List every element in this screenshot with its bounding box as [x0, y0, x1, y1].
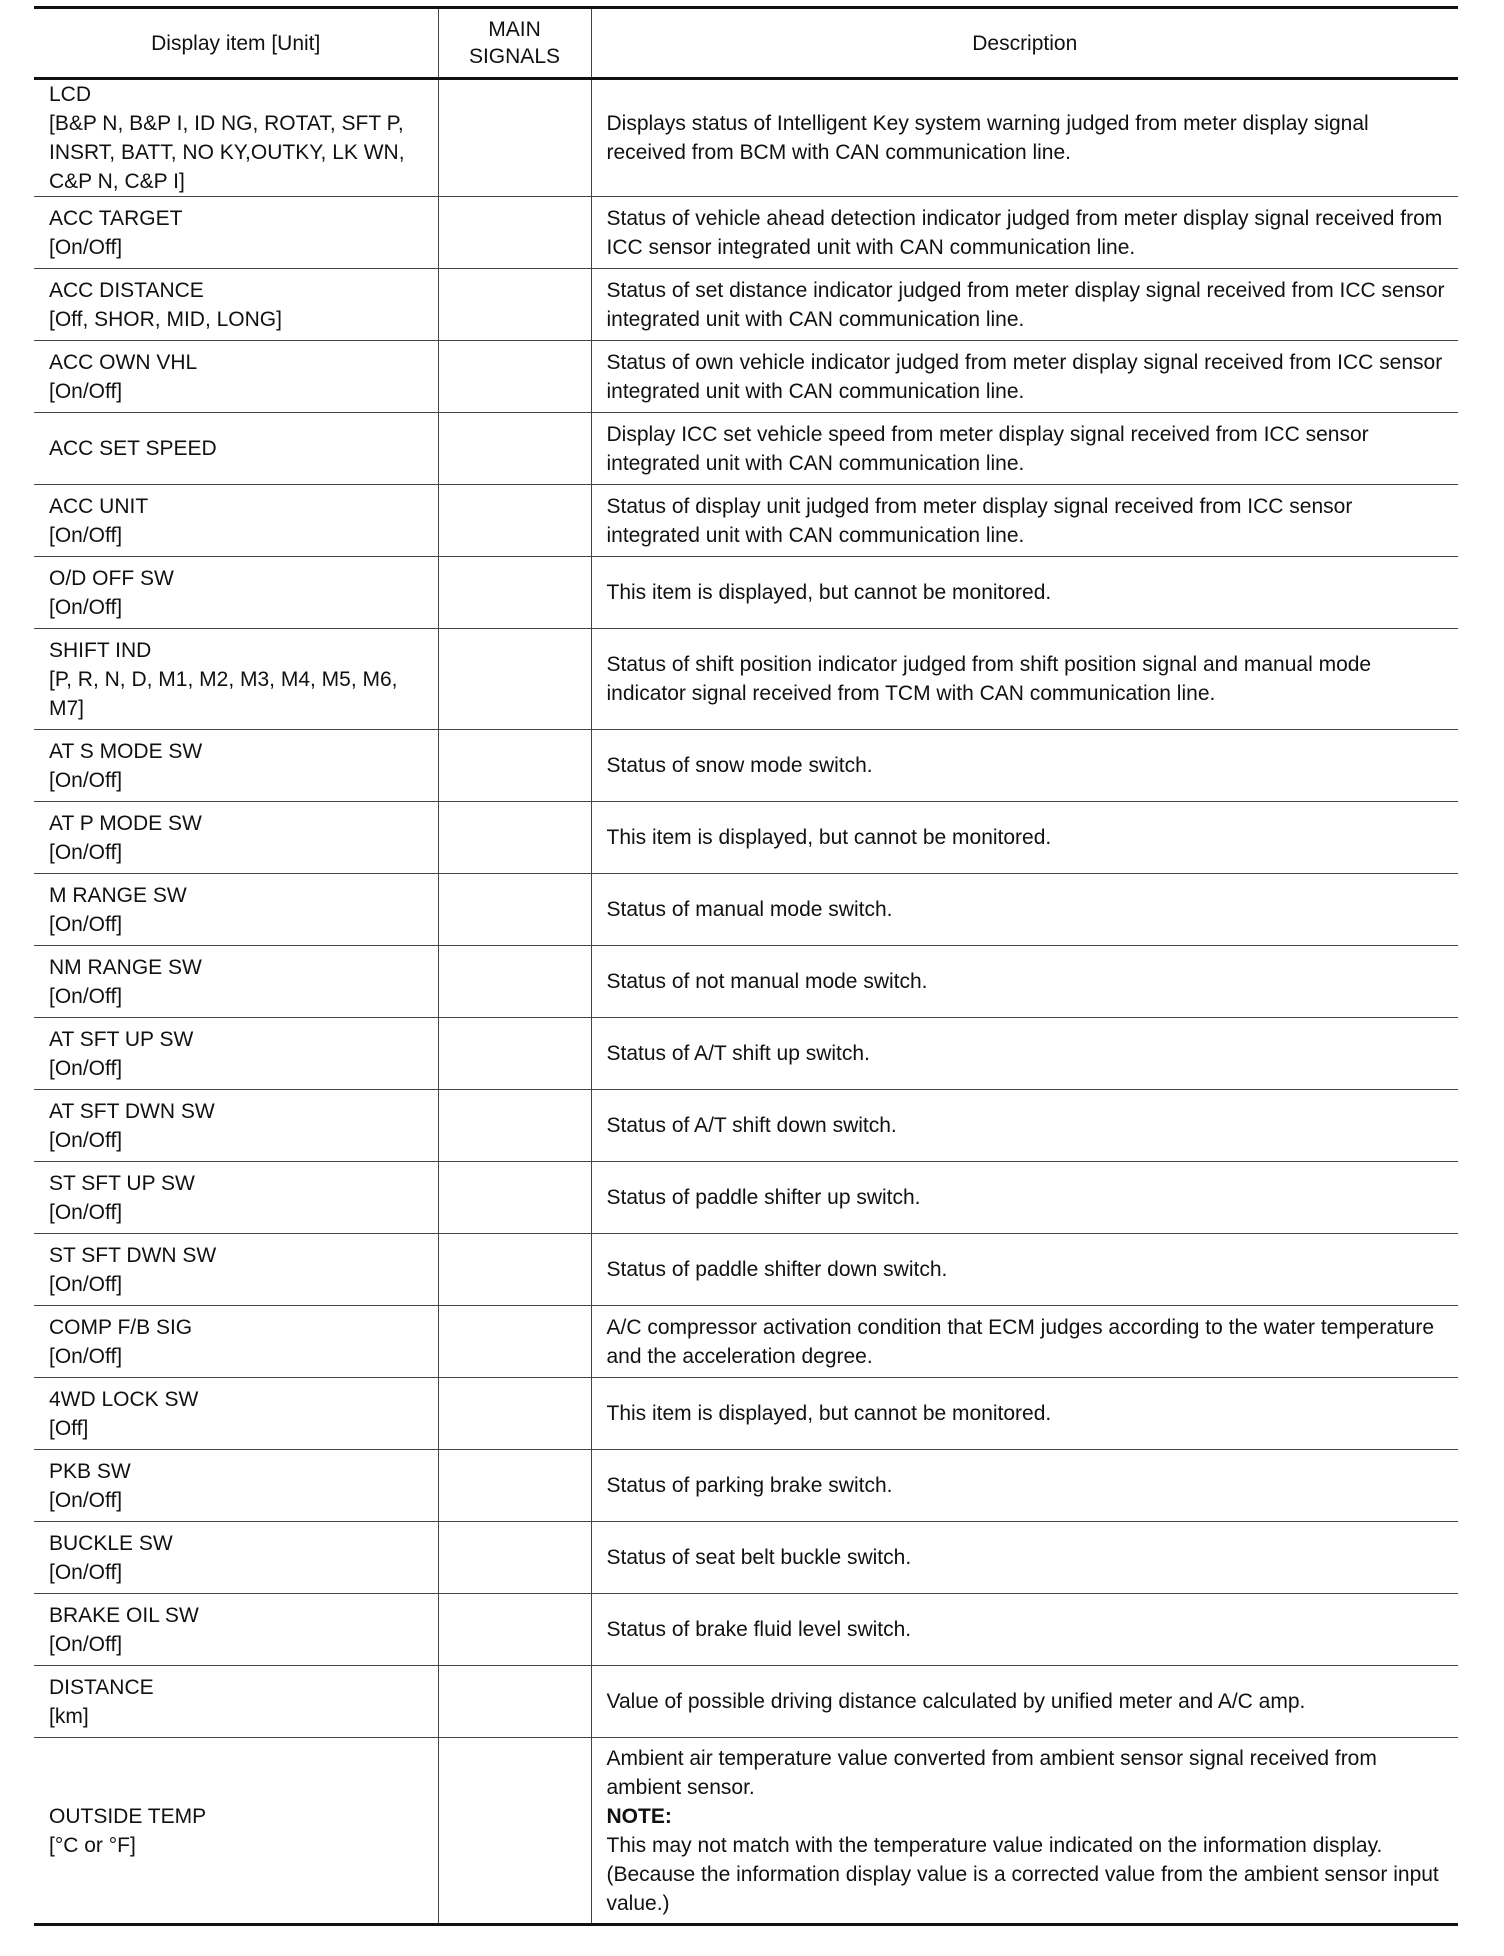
- description-cell: [591, 1450, 1458, 1522]
- item-description: This item is displayed, but cannot be monitored.: [606, 581, 1052, 604]
- table-row: [34, 874, 1458, 946]
- description-cell: [591, 802, 1458, 874]
- data-monitor-table: [34, 6, 1458, 1926]
- item-unit: [On/Off]: [49, 1272, 123, 1296]
- item-unit: [On/Off]: [49, 235, 123, 259]
- item-description: Status of shift position indicator judged from shift position signal and manual mode indicator signal received from TCM with CAN communication line.: [606, 653, 1372, 705]
- display-item-cell: [34, 341, 438, 413]
- description-cell: [591, 197, 1458, 269]
- table-row: [34, 1162, 1458, 1234]
- item-description: Status of vehicle ahead detection indicator judged from meter display signal received from ICC sensor integrated unit with CAN communication line.: [606, 206, 1443, 259]
- item-name: ACC DISTANCE: [49, 278, 204, 302]
- description-cell: [591, 341, 1458, 413]
- description-cell: [591, 730, 1458, 802]
- table-row: [34, 802, 1458, 874]
- description-cell: [591, 946, 1458, 1018]
- main-signals-cell: [438, 730, 591, 802]
- item-unit: [On/Off]: [49, 1056, 123, 1080]
- display-item-cell: [34, 946, 438, 1018]
- table-row: [34, 1738, 1458, 1925]
- display-item-cell: [34, 1522, 438, 1594]
- item-unit: [On/Off]: [49, 768, 123, 792]
- display-item-cell: [34, 557, 438, 629]
- table-row: [34, 1378, 1458, 1450]
- description-cell: [591, 485, 1458, 557]
- item-description: Status of paddle shifter up switch.: [606, 1186, 921, 1209]
- table-row: [34, 197, 1458, 269]
- main-signals-cell: [438, 1234, 591, 1306]
- main-signals-cell: [438, 557, 591, 629]
- item-description: Status of paddle shifter down switch.: [606, 1258, 948, 1281]
- item-name: AT P MODE SW: [49, 811, 202, 835]
- item-name: AT SFT DWN SW: [49, 1099, 215, 1123]
- header-main-signals: [438, 8, 591, 79]
- display-item-cell: [34, 1162, 438, 1234]
- display-item-cell: [34, 79, 438, 197]
- item-description: Status of snow mode switch.: [606, 754, 873, 777]
- item-name: OUTSIDE TEMP: [49, 1804, 207, 1828]
- main-signals-cell: [438, 946, 591, 1018]
- item-name: NM RANGE SW: [49, 955, 202, 979]
- display-item-cell: [34, 1738, 438, 1925]
- description-cell: [591, 1738, 1458, 1925]
- item-unit: [P, R, N, D, M1, M2, M3, M4, M5, M6, M7]: [49, 667, 398, 720]
- item-name: ST SFT UP SW: [49, 1171, 195, 1195]
- note-text: This may not match with the temperature value indicated on the information display. (Because the information display value is a corrected value from the ambient sensor input value.): [606, 1833, 1439, 1915]
- table-row: [34, 1018, 1458, 1090]
- display-item-cell: [34, 1090, 438, 1162]
- main-signals-cell: [438, 485, 591, 557]
- item-description: This item is displayed, but cannot be monitored.: [606, 1402, 1052, 1425]
- display-item-cell: [34, 1018, 438, 1090]
- item-name: DISTANCE: [49, 1675, 154, 1699]
- header-display-item: Display item [Unit]: [151, 31, 321, 55]
- main-signals-cell: [438, 341, 591, 413]
- main-signals-cell: [438, 1666, 591, 1738]
- item-unit: [On/Off]: [49, 840, 123, 864]
- table-row: [34, 1090, 1458, 1162]
- table-row: [34, 79, 1458, 197]
- main-signals-cell: [438, 1378, 591, 1450]
- display-item-cell: [34, 1666, 438, 1738]
- description-cell: [591, 269, 1458, 341]
- description-cell: [591, 1090, 1458, 1162]
- item-description: Value of possible driving distance calculated by unified meter and A/C amp.: [606, 1690, 1306, 1713]
- main-signals-cell: [438, 1738, 591, 1925]
- description-cell: [591, 1234, 1458, 1306]
- item-unit: [On/Off]: [49, 1488, 123, 1512]
- main-signals-cell: [438, 79, 591, 197]
- item-description: Status of brake fluid level switch.: [606, 1618, 912, 1641]
- description-cell: [591, 874, 1458, 946]
- item-name: AT S MODE SW: [49, 739, 203, 763]
- display-item-cell: [34, 197, 438, 269]
- item-description: Status of A/T shift down switch.: [606, 1114, 897, 1137]
- item-name: ACC OWN VHL: [49, 350, 198, 374]
- description-cell: [591, 1018, 1458, 1090]
- description-cell: [591, 1522, 1458, 1594]
- item-name: M RANGE SW: [49, 883, 187, 907]
- display-item-cell: [34, 1378, 438, 1450]
- main-signals-cell: [438, 1306, 591, 1378]
- display-item-cell: [34, 1306, 438, 1378]
- display-item-cell: [34, 1450, 438, 1522]
- description-cell: [591, 1594, 1458, 1666]
- description-cell: [591, 629, 1458, 730]
- item-description: Status of A/T shift up switch.: [606, 1042, 870, 1065]
- item-unit: [On/Off]: [49, 1200, 123, 1224]
- item-unit: [On/Off]: [49, 379, 123, 403]
- item-name: ACC UNIT: [49, 494, 149, 518]
- item-description: Status of own vehicle indicator judged from meter display signal received from ICC sensor integrated unit with CAN communication line.: [606, 350, 1443, 403]
- item-unit: [On/Off]: [49, 1560, 123, 1584]
- table-row: [34, 1594, 1458, 1666]
- item-description: Displays status of Intelligent Key system warning judged from meter display signal received from BCM with CAN communication line.: [606, 112, 1369, 164]
- header-main-signals-line2: SIGNALS: [468, 45, 561, 68]
- item-unit: [On/Off]: [49, 1128, 123, 1152]
- item-unit: [B&P N, B&P I, ID NG, ROTAT, SFT P, INSRT, BATT, NO KY,OUTKY, LK WN, C&P N, C&P I]: [49, 112, 405, 193]
- item-name: BRAKE OIL SW: [49, 1603, 199, 1627]
- note-label: NOTE:: [606, 1804, 672, 1828]
- item-unit: [On/Off]: [49, 1344, 123, 1368]
- item-unit: [On/Off]: [49, 912, 123, 936]
- table-row: [34, 1234, 1458, 1306]
- display-item-cell: [34, 485, 438, 557]
- table-row: [34, 629, 1458, 730]
- item-unit: [On/Off]: [49, 595, 123, 619]
- item-description: Display ICC set vehicle speed from meter display signal received from ICC sensor integrated unit with CAN communication line.: [606, 422, 1369, 475]
- item-unit: [Off, SHOR, MID, LONG]: [49, 307, 282, 331]
- table-row: [34, 269, 1458, 341]
- table-row: [34, 1450, 1458, 1522]
- item-name: O/D OFF SW: [49, 566, 174, 590]
- item-description: Status of not manual mode switch.: [606, 970, 928, 993]
- item-description: Status of set distance indicator judged from meter display signal received from ICC sensor integrated unit with CAN communication line.: [606, 278, 1445, 331]
- header-main-signals-line1: MAIN: [488, 18, 541, 41]
- description-cell: [591, 413, 1458, 485]
- main-signals-cell: [438, 1594, 591, 1666]
- item-name: AT SFT UP SW: [49, 1027, 194, 1051]
- table-row: [34, 341, 1458, 413]
- main-signals-cell: [438, 1018, 591, 1090]
- item-description: Ambient air temperature value converted from ambient sensor signal received from ambient sensor.: [606, 1746, 1377, 1799]
- item-unit: [°C or °F]: [49, 1833, 136, 1857]
- item-name: COMP F/B SIG: [49, 1315, 193, 1339]
- table-row: [34, 485, 1458, 557]
- item-name: LCD: [49, 83, 92, 106]
- item-description: Status of seat belt buckle switch.: [606, 1546, 912, 1569]
- item-name: PKB SW: [49, 1459, 131, 1483]
- main-signals-cell: [438, 413, 591, 485]
- item-name: ST SFT DWN SW: [49, 1243, 217, 1267]
- description-cell: [591, 1666, 1458, 1738]
- main-signals-cell: [438, 1162, 591, 1234]
- main-signals-cell: [438, 874, 591, 946]
- display-item-cell: [34, 874, 438, 946]
- main-signals-cell: [438, 629, 591, 730]
- main-signals-cell: [438, 197, 591, 269]
- display-item-cell: [34, 269, 438, 341]
- table-row: [34, 413, 1458, 485]
- header-row: [34, 8, 1458, 79]
- display-item-cell: [34, 413, 438, 485]
- item-name: SHIFT IND: [49, 638, 152, 662]
- item-description: A/C compressor activation condition that ECM judges according to the water temperature and the acceleration degree.: [606, 1315, 1435, 1368]
- display-item-cell: [34, 802, 438, 874]
- main-signals-cell: [438, 1450, 591, 1522]
- table-row: [34, 557, 1458, 629]
- item-description: Status of manual mode switch.: [606, 898, 893, 921]
- table-row: [34, 1306, 1458, 1378]
- table-row: [34, 946, 1458, 1018]
- item-description: Status of parking brake switch.: [606, 1474, 893, 1497]
- item-name: ACC SET SPEED: [49, 437, 217, 460]
- item-name: ACC TARGET: [49, 206, 183, 230]
- table-row: [34, 1666, 1458, 1738]
- main-signals-cell: [438, 1522, 591, 1594]
- item-description: This item is displayed, but cannot be monitored.: [606, 826, 1052, 849]
- item-description: Status of display unit judged from meter display signal received from ICC sensor integrated unit with CAN communication line.: [606, 494, 1353, 547]
- item-unit: [On/Off]: [49, 1632, 123, 1656]
- display-item-cell: [34, 730, 438, 802]
- item-name: BUCKLE SW: [49, 1531, 173, 1555]
- item-unit: [Off]: [49, 1416, 89, 1440]
- description-cell: [591, 1306, 1458, 1378]
- item-unit: [On/Off]: [49, 984, 123, 1008]
- header-description: Description: [591, 8, 1458, 79]
- item-unit: [km]: [49, 1704, 89, 1728]
- description-cell: [591, 557, 1458, 629]
- display-item-cell: [34, 1594, 438, 1666]
- main-signals-cell: [438, 269, 591, 341]
- item-unit: [On/Off]: [49, 523, 123, 547]
- item-name: 4WD LOCK SW: [49, 1387, 199, 1411]
- description-cell: [591, 79, 1458, 197]
- main-signals-cell: [438, 1090, 591, 1162]
- table-row: [34, 1522, 1458, 1594]
- description-cell: [591, 1162, 1458, 1234]
- main-signals-cell: [438, 802, 591, 874]
- description-cell: [591, 1378, 1458, 1450]
- display-item-cell: [34, 1234, 438, 1306]
- display-item-cell: [34, 629, 438, 730]
- table-row: [34, 730, 1458, 802]
